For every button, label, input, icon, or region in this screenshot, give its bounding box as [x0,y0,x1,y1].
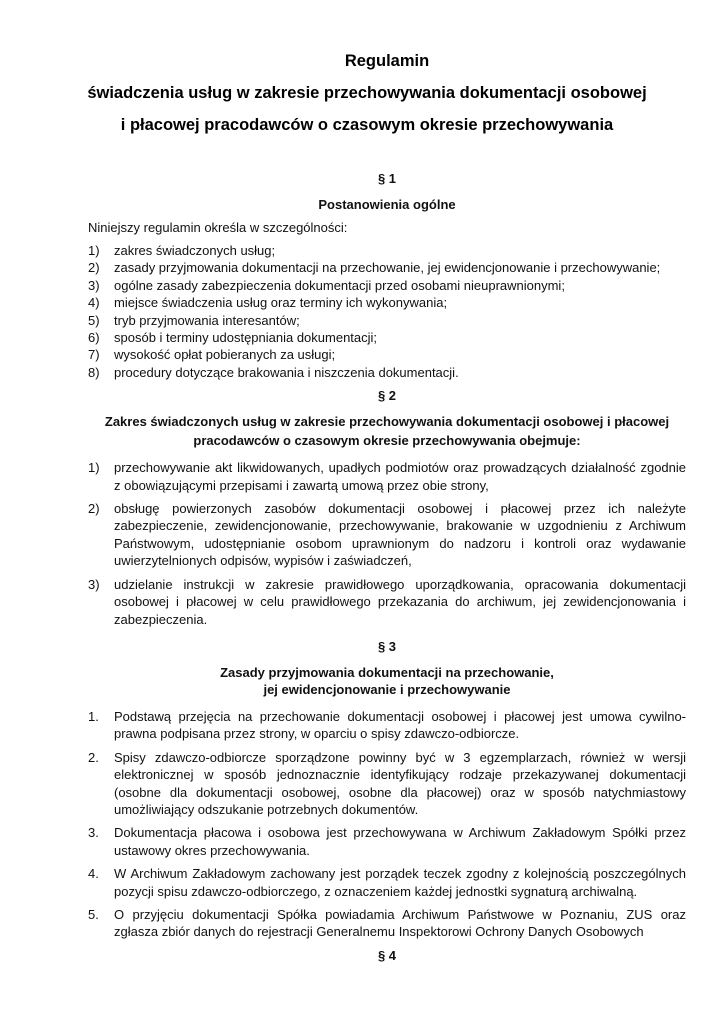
s1-item [88,346,686,363]
s1-item-text: zasady przyjmowania dokumentacji na przechowanie, jej ewidencjonowanie i przechowywanie; [114,260,661,276]
s1-item-text: ogólne zasady zabezpieczenia dokumentacji przed osobami nieuprawnionymi; [114,277,565,293]
s3-item [88,749,686,819]
section-2-heading-line-1: Zakres świadczonych usług w zakresie przechowywania dokumentacji osobowej i płacowej [104,414,670,430]
s1-item [88,242,686,259]
section-1-intro: Niniejszy regulamin określa w szczególności: [88,220,348,235]
section-3-heading-line-1: Zasady przyjmowania dokumentacji na przechowanie, [220,664,554,680]
s1-item-text: wysokość opłat pobieranych za usługi; [114,347,336,363]
s1-item-number: 2) [88,260,100,276]
s3-item [88,906,686,941]
s1-item-number: 5) [88,312,100,328]
s2-item-number: 3) [88,576,100,592]
s1-item [88,259,686,276]
section-1-heading: Postanowienia ogólne [318,197,456,212]
s1-item-text: tryb przyjmowania interesantów; [114,312,300,328]
s3-item [88,865,686,900]
s2-item [88,576,686,628]
s2-item [88,500,686,570]
s1-item-number: 8) [88,364,100,380]
s2-item-number: 2) [88,501,100,517]
section-3-mark: § 3 [377,638,397,654]
section-2-list [88,459,686,628]
section-2-heading-line-2: pracodawców o czasowym okresie przechowywania obejmuje: [193,433,581,449]
s1-item-text: miejsce świadczenia usług oraz terminy ich wykonywania; [114,295,448,311]
s3-item-text: O przyjęciu dokumentacji Spółka powiadamia Archiwum Państwowe w Poznaniu, ZUS oraz zgłasza zbiór danych do rejestracji Generalnemu Inspektorowi Ochrony Danych Osobowych [114,906,686,940]
s3-item-text: Dokumentacja płacowa i osobowa jest przechowywana w Archiwum Zakładowym Spółki przez ustawowy okres przechowywania. [114,825,686,858]
s1-item-number: 1) [88,243,100,258]
s3-item-number: 4. [88,866,99,882]
section-4-mark: § 4 [377,947,397,963]
document-title [88,0,686,136]
s1-item-text: zakres świadczonych usług; [114,243,276,258]
s3-item-number: 5. [88,906,99,922]
s2-item [88,459,686,494]
s3-item [88,708,686,743]
s3-item-number: 1. [88,708,99,724]
s3-item-text: Spisy zdawczo-odbiorcze sporządzone powinny być w 3 egzemplarzach, również w wersji elektronicznej w sposób jednoznacznie identyfikujący rodzaje przekazywanej dokumentacji (osobne dla dokumentacji osobowej, osobne dla płacowej) oraz w sposób natychmiastowy umożliwiający odszukanie potrzebnych dokumentów. [114,749,686,817]
s1-item [88,294,686,311]
s1-item-number: 6) [88,330,100,346]
s2-item-text: przechowywanie akt likwidowanych, upadłych podmiotów oraz prowadzących działalność zgodnie z obowiązującymi przepisami i zawartą umową przez obie strony, [114,460,686,493]
section-2-heading [78,413,696,449]
s3-item [88,824,686,859]
s2-item-text: udzielanie instrukcji w zakresie prawidłowego uporządkowania, opracowania dokumentacji osobowej i płacowej w celu prawidłowego przekazania do archiwum, jej zewidencjonowania i zabezpieczenia. [114,576,686,627]
section-3-heading [88,664,686,698]
s2-item-number: 1) [88,460,100,476]
s1-item-number: 3) [88,277,100,293]
section-2-mark: § 2 [377,388,397,404]
s1-item [88,312,686,329]
title-line-2: świadczenia usług w zakresie przechowywania dokumentacji osobowej [87,84,647,102]
title-line-1: Regulamin [344,52,430,70]
s3-item-number: 3. [88,825,99,841]
s3-item-text: Podstawą przejęcia na przechowanie dokumentacji osobowej i płacowej jest umowa cywilno-prawna podpisana przez strony, w oparciu o spisy zdawczo-odbiorcze. [114,708,686,742]
s1-item [88,277,686,294]
section-1-mark: § 1 [377,171,397,186]
s1-item [88,329,686,346]
s3-item-number: 2. [88,749,99,765]
section-3-list [88,708,686,941]
s2-item-text: obsługę powierzonych zasobów dokumentacji osobowej i płacowej przez ich należyte zabezpieczenie, zewidencjonowanie, przechowywanie, brakowanie w uzgodnieniu z Archiwum Państwowym, udostępnianie osobom uprawnionym do nadzoru i kontroli oraz wydawanie uwierzytelnionych odpisów, wypisów i zaświadczeń, [114,501,686,569]
s1-item-number: 7) [88,347,100,363]
section-3-heading-line-2: jej ewidencjonowanie i przechowywanie [263,681,511,697]
s1-item-number: 4) [88,295,100,311]
title-line-3: i płacowej pracodawców o czasowym okresie przechowywania [120,116,614,134]
s1-item [88,364,686,381]
s1-item-text: sposób i terminy udostępniania dokumentacji; [114,330,378,346]
section-1-list [88,242,686,381]
s1-item-text: procedury dotyczące brakowania i niszczenia dokumentacji. [114,364,459,380]
s3-item-text: W Archiwum Zakładowym zachowany jest porządek teczek zgodny z kolejnością poszczególnych pozycji spisu zdawczo-odbiorczego, z oznaczeniem każdej jednostki sygnaturą archiwalną. [114,866,686,899]
